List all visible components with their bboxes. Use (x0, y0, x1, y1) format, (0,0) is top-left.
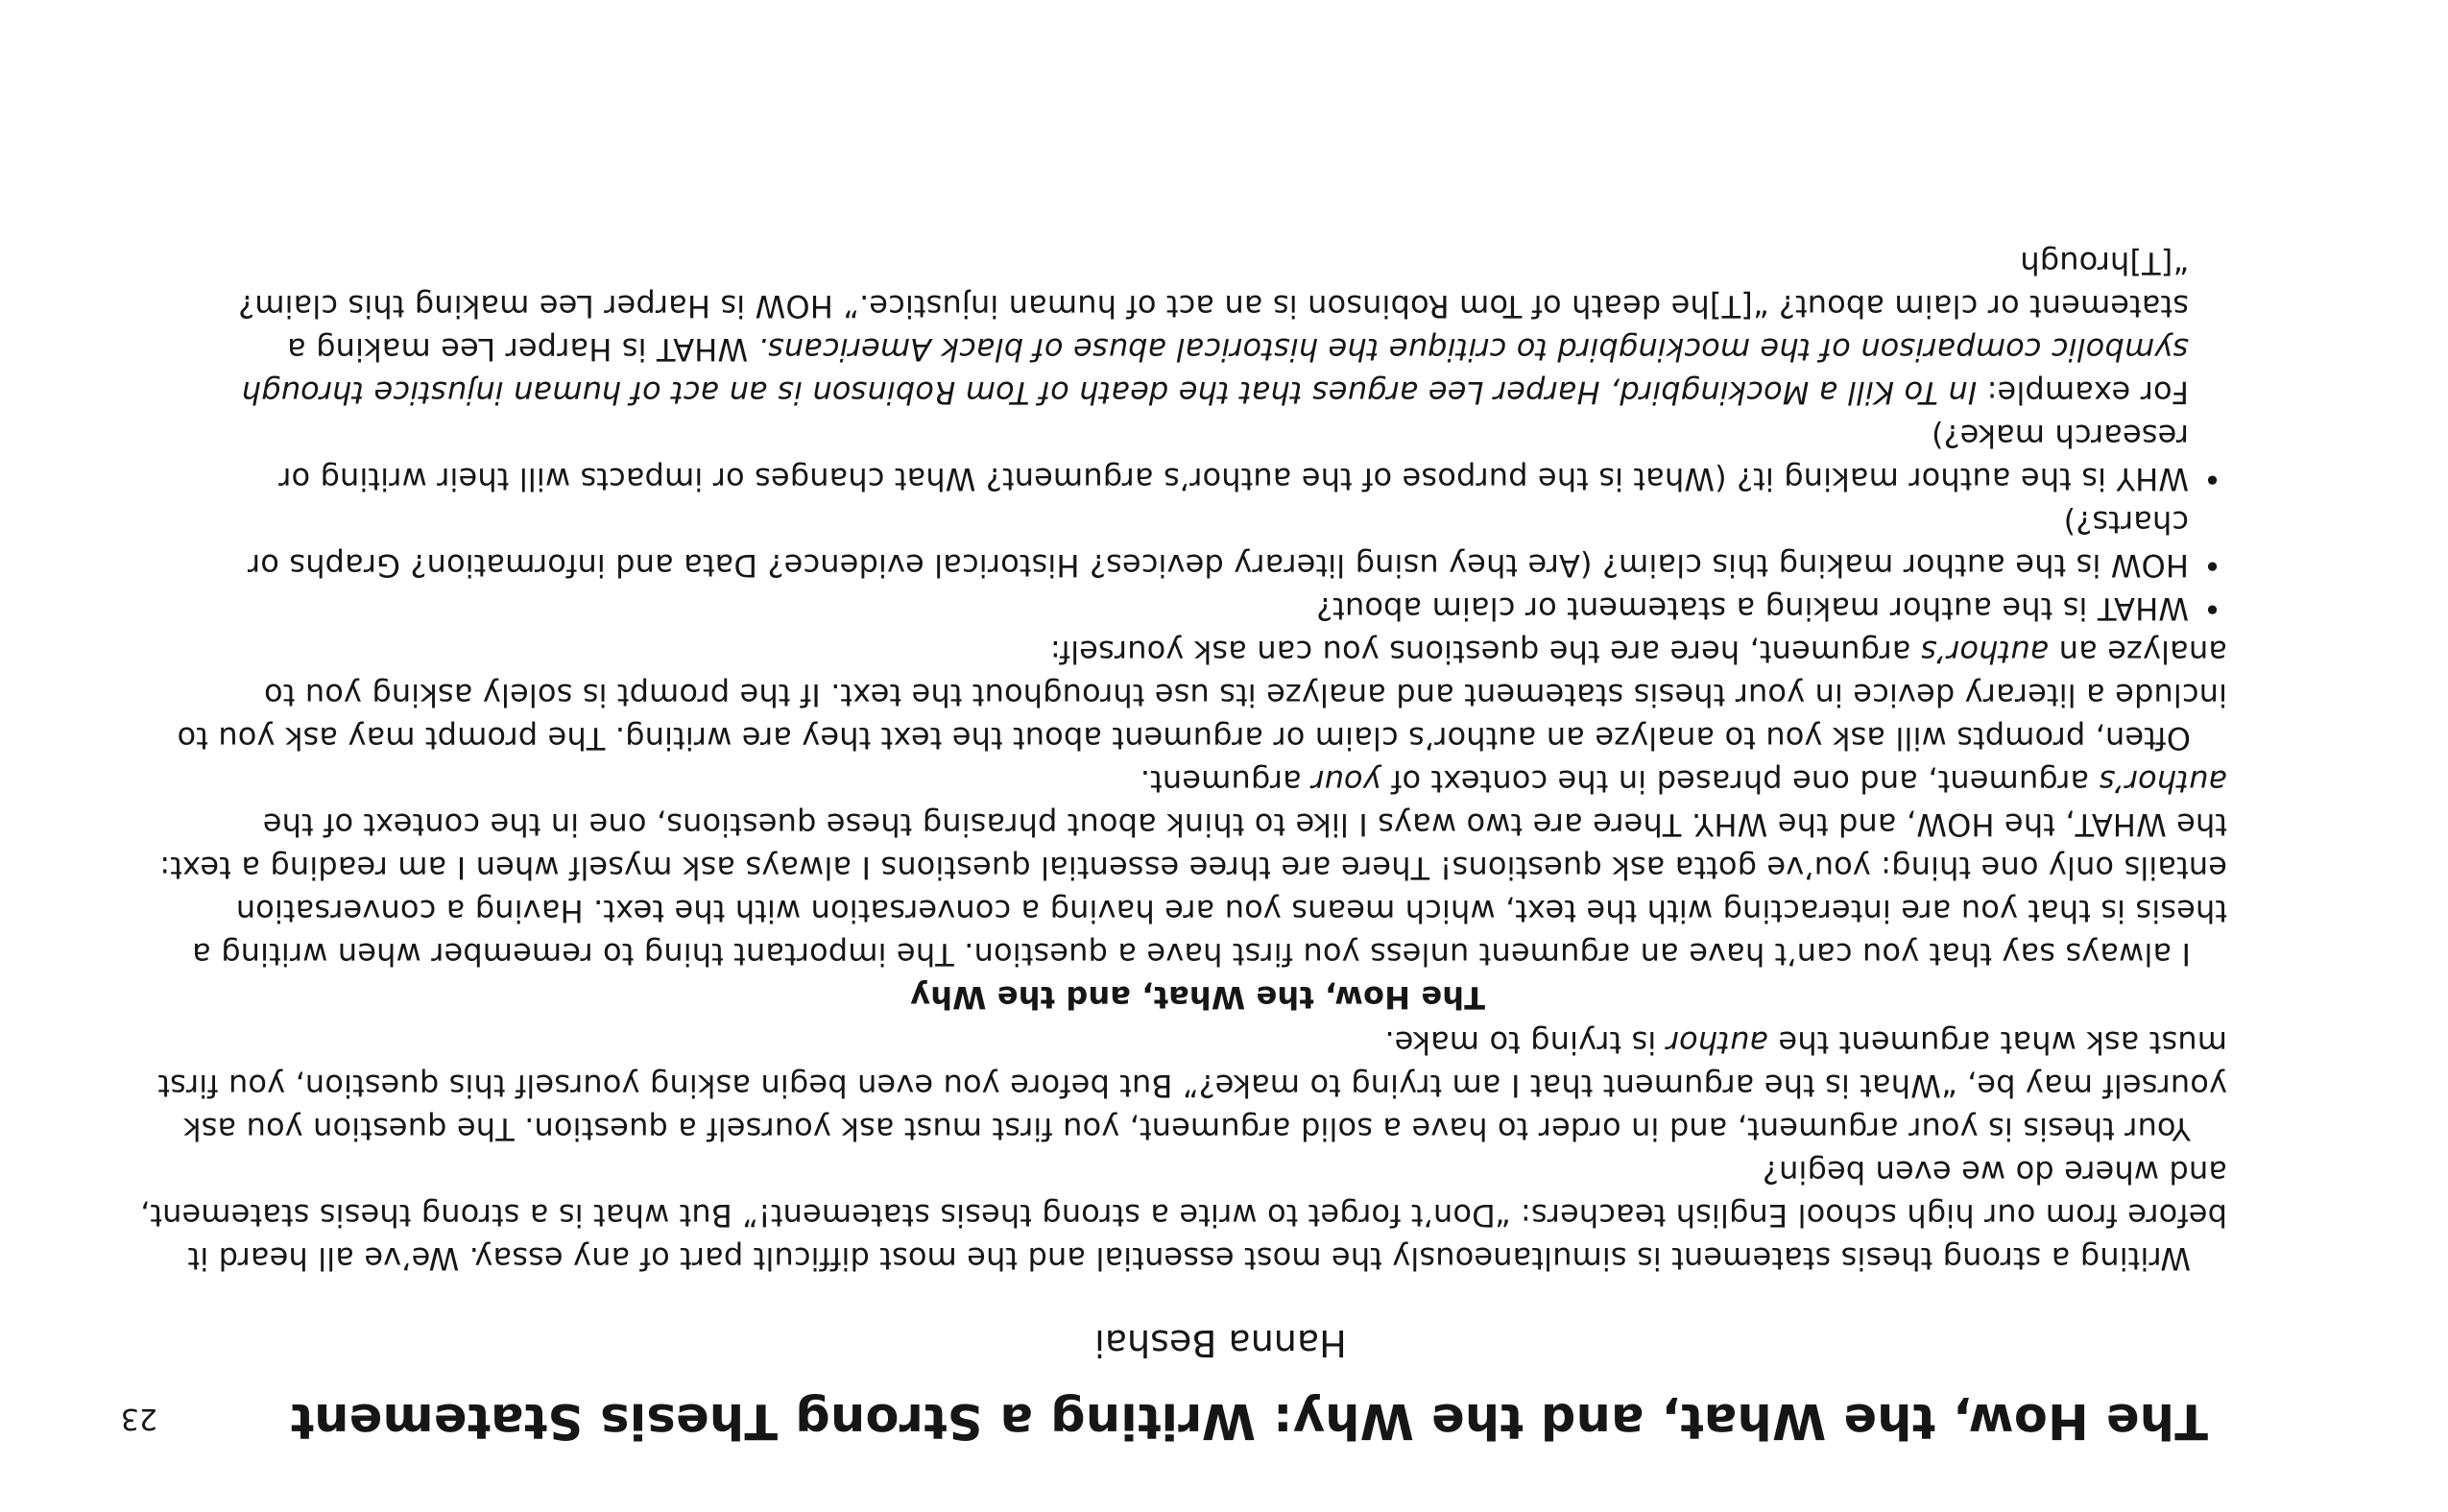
intro-paragraph-2-emphasis: author (1666, 1024, 1768, 1062)
section-paragraph-2-text: Often, prompts will ask you to analyze an author’s claim or argument about the text they are writing. The prompt may ask you to include a literary device in your thesis statement and analyze its use throughout the text. If the prompt is solely asking you to analyze an (177, 634, 2227, 757)
author-name: Hanna Beshai (1094, 1321, 1347, 1364)
bullet-icon: • (2202, 461, 2221, 498)
intro-paragraph-2-end: is trying to make. (1384, 1024, 1667, 1062)
bullet-icon: • (2202, 590, 2221, 628)
example-book-title: In To Kill a Mockingbird (1620, 374, 1978, 412)
section-paragraph-2 (139, 630, 2227, 759)
list-item (139, 500, 2227, 587)
page-title: The How, the What, and the Why: Writing a Strong Thesis Statement (290, 1392, 2208, 1449)
section-paragraph-2-end: argument, here are the questions you can ask yourself: (1049, 634, 1921, 671)
example-thesis: , Harper Lee argues that the death of Tom Robinson is an act of human injustice through symbolic comparison of the mockingbird to critique the historical abuse of black Americans. (241, 331, 2189, 412)
example-lead: For example: (1977, 374, 2189, 412)
section-paragraph-1 (139, 759, 2227, 975)
example-analysis: WHAT is Harper Lee making a statement or claim about? “[T]he death of Tom Robinson is an act of human injustice.” HOW is Harper Lee making this claim? “[T]hrough (237, 245, 2189, 369)
section-heading: The How, the What, and the Why (910, 979, 1485, 1017)
list-item-text: WHY is the author making it? (What is the purpose of the author’s argument? What changes or impacts will their writing or research make?) (278, 418, 2189, 498)
page-number: 23 (120, 1402, 157, 1435)
article-body (139, 241, 2227, 1280)
intro-paragraph-2-text: Your thesis is your argument, and in order to have a solid argument, you first must ask yourself a question. The question you ask yourself may be, “What is the argument that I am trying to make?” But before you even begin asking yourself this question, you first must ask what argument the (157, 1024, 2227, 1148)
list-item-text: WHAT is the author making a statement or claim about? (1315, 590, 2189, 628)
section-paragraph-1-mid: argument, and one phrased in the context of (1380, 763, 2100, 801)
section-paragraph-1-end: argument. (1140, 763, 1312, 801)
example-paragraph (139, 241, 2227, 414)
question-list (139, 414, 2227, 630)
page-content (139, 241, 2227, 1447)
intro-paragraph-2 (139, 1020, 2227, 1150)
list-item (139, 587, 2227, 630)
section-paragraph-2-emphasis: author’s (1920, 634, 2050, 671)
section-paragraph-1-emphasis-2: your (1311, 763, 1381, 801)
intro-paragraph-1: Writing a strong thesis statement is simultaneously the most essential and the most difficult part of any essay. We’ve all heard it before from our high school English teachers: “Don’t forget to write a strong thesis statement!” But what is a strong thesis statement, and where do we even begin? (139, 1154, 2227, 1278)
section-paragraph-1-text: I always say that you can’t have an argument unless you first have a question. The important thing to remember when writing a thesis is that you are interacting with the text, which means you are having a conversation with the text. Having a conversation entails only one thing: you’ve gotta ask questions! There are three essential questions I always ask myself when I am reading a text: the WHAT, the HOW, and the WHY. There are two ways I like to think about phrasing these questions, one in the context of the (159, 806, 2227, 973)
section-paragraph-1-emphasis-1: author’s (2099, 763, 2227, 801)
list-item (139, 414, 2227, 500)
list-item-text: HOW is the author making this claim? (Are they using literary devices? Historical evidence? Data and information? Graphs or charts?) (247, 504, 2189, 585)
bullet-icon: • (2202, 547, 2221, 585)
